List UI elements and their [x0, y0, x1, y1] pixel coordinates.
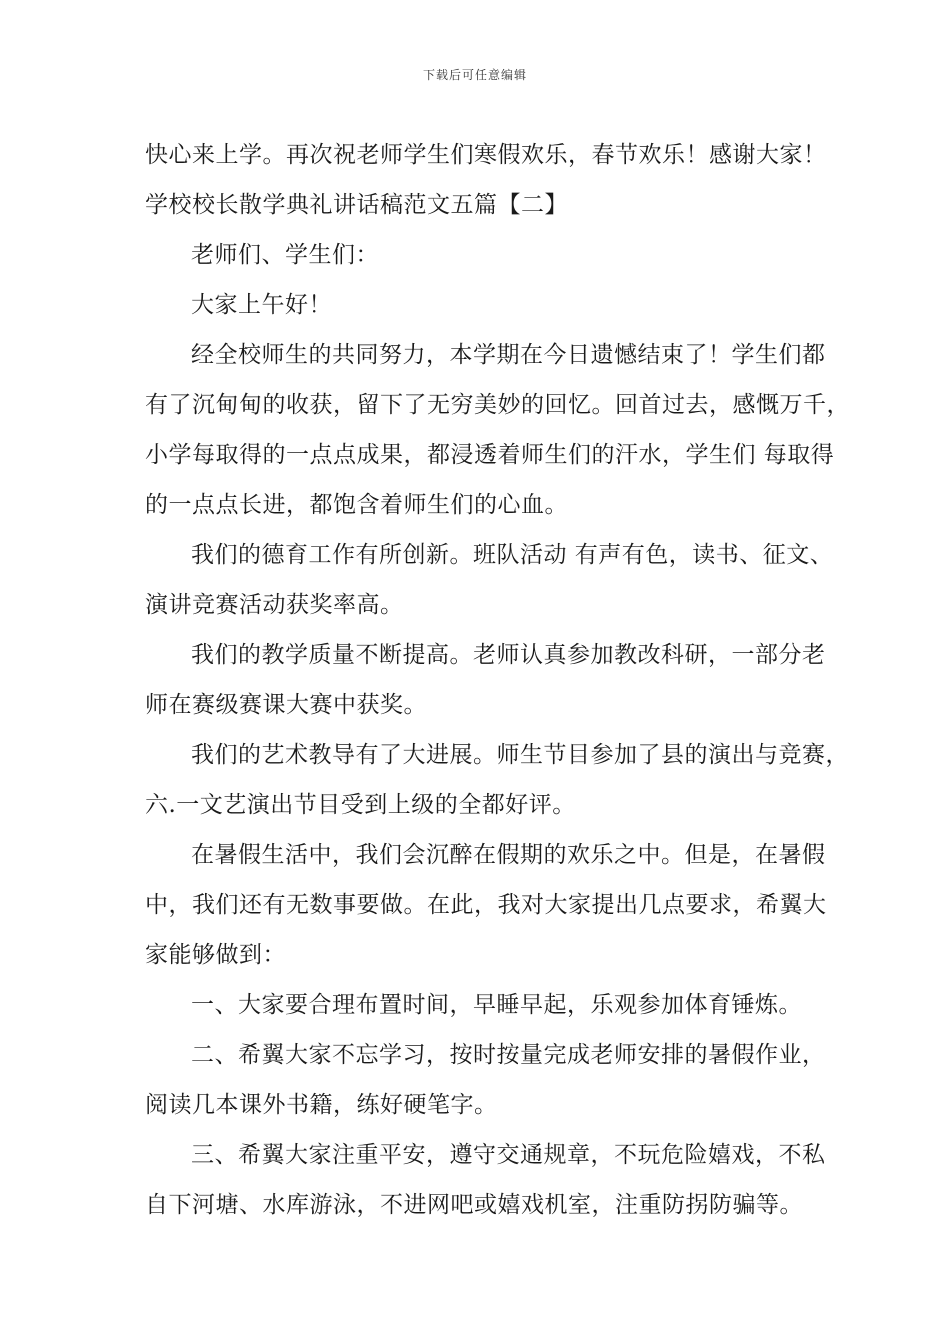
- text-line: 六.一文艺演出节目受到上级的全都好评。: [145, 792, 576, 818]
- text-line: 我们的德育工作有所创新。班队活动 有声有色，读书、征文、: [191, 542, 834, 568]
- text-line: 经全校师生的共同努力，本学期在今日遗憾结束了！学生们都: [191, 342, 826, 368]
- text-line: 在暑假生活中，我们会沉醉在假期的欢乐之中。但是，在暑假: [191, 842, 826, 868]
- text-line: 的一点点长进，都饱含着师生们的心血。: [145, 492, 568, 518]
- section-title: 学校校长散学典礼讲话稿范文五篇【二】: [145, 192, 568, 218]
- document-body: [145, 130, 850, 1230]
- text-line: 师在赛级赛课大赛中获奖。: [145, 692, 427, 718]
- header-note: 下载后可任意编辑: [422, 68, 527, 82]
- text-line: 我们的教学质量不断提高。老师认真参加教改科研，一部分老: [191, 642, 826, 668]
- greeting: 大家上午好！: [191, 292, 332, 318]
- text-line: 阅读几本课外书籍，练好硬笔字。: [145, 1092, 498, 1118]
- text-line: 演讲竞赛活动获奖率高。: [145, 592, 404, 618]
- text-line: 我们的艺术教导有了大进展。师生节目参加了县的演出与竞赛，: [191, 742, 849, 768]
- text-line: 快心来上学。再次祝老师学生们寒假欢乐，春节欢乐！感谢大家！: [145, 142, 827, 168]
- text-line: 中，我们还有无数事要做。在此，我对大家提出几点要求，希翼大: [145, 892, 827, 918]
- list-item: 二、希翼大家不忘学习，按时按量完成老师安排的暑假作业，: [191, 1042, 826, 1068]
- salutation: 老师们、学生们：: [191, 242, 379, 268]
- text-line: 有了沉甸甸的收获，留下了无穷美妙的回忆。回首过去，感慨万千，: [145, 392, 850, 418]
- text-line: 家能够做到：: [145, 942, 286, 968]
- list-item: 三、希翼大家注重平安，遵守交通规章，不玩危险嬉戏，不私: [191, 1142, 826, 1168]
- list-item: 一、大家要合理布置时间，早睡早起，乐观参加体育锤炼。: [191, 992, 802, 1018]
- text-line: 自下河塘、水库游泳，不进网吧或嬉戏机室，注重防拐防骗等。: [145, 1192, 803, 1218]
- text-line: 小学每取得的一点点成果，都浸透着师生们的汗水，学生们 每取得: [145, 442, 835, 468]
